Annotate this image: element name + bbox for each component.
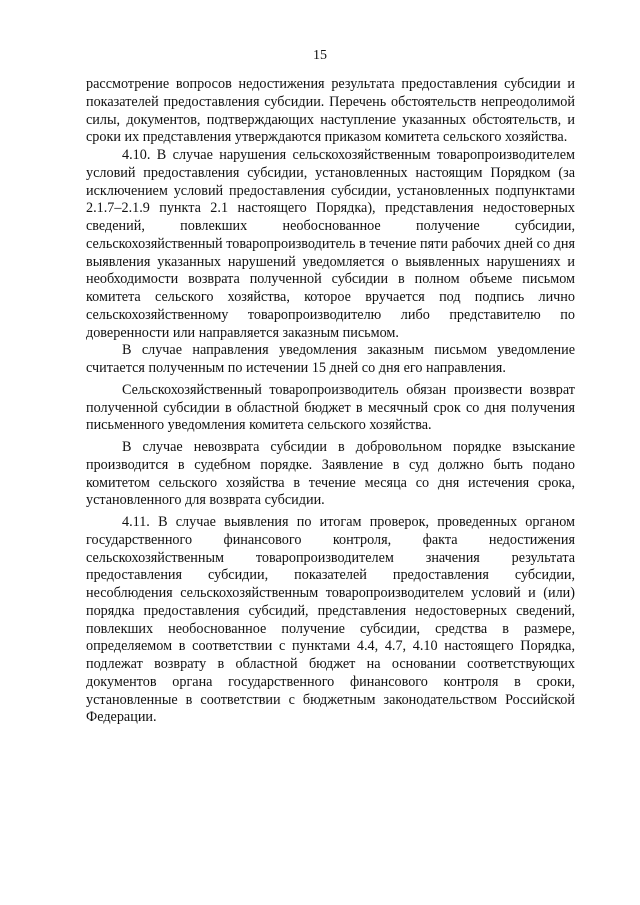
paragraph-court-recovery: В случае невозврата субсидии в добровольном порядке взыскание производится в судебном порядке. Заявление в суд должно быть подано комитетом сельского хозяйства в течение месяца со дня истечения срока, установленного для возврата субсидии. [86,439,575,509]
page-number: 15 [313,48,327,63]
paragraph-registered-letter: В случае направления уведомления заказным письмом уведомление считается полученным по истечении 15 дней со дня его направления. [86,342,575,376]
paragraph-4-10: 4.10. В случае нарушения сельскохозяйственным товаропроизводителем условий предоставления субсидии, установленных настоящим Порядком (за исключением условий предоставления субсидии, установленных подпунктами 2.1.7–2.1.9 пункта 2.1 настоящего Порядка), представления недостоверных сведений, повлекших необоснованное получение субсидии, сельскохозяйственный товаропроизводитель в течение пяти рабочих дней со дня выявления указанных нарушений уведомляется о выявленных нарушениях и необходимости возврата полученной субсидии в полном объеме письмом комитета сельского хозяйства, которое вручается под подпись лично сельскохозяйственному товаропроизводителю либо представителю по доверенности или направляется заказным письмом. [86,147,575,341]
paragraph-continuation: рассмотрение вопросов недостижения результата предоставления субсидии и показателей предоставления субсидии. Перечень обстоятельств непреодолимой силы, документов, подтверждающих наступление указанных обстоятельств, и сроки их представления утверждаются приказом комитета сельского хозяйства. [86,76,575,146]
paragraph-4-11: 4.11. В случае выявления по итогам проверок, проведенных органом государственного финансового контроля, факта недостижения сельскохозяйственным товаропроизводителем значения результата предоставления субсидии, показателей предоставления субсидии, несоблюдения сельскохозяйственным товаропроизводителем условий и (или) порядка предоставления субсидий, представления недостоверных сведений, повлекших необоснованное получение субсидии, средства в размере, определяемом в соответствии с пунктами 4.4, 4.7, 4.10 настоящего Порядка, подлежат возврату в областной бюджет на основании соответствующих документов органа государственного финансового контроля в сроки, установленные в соответствии с бюджетным законодательством Российской Федерации. [86,514,575,726]
document-body [86,76,575,727]
paragraph-refund-obligation: Сельскохозяйственный товаропроизводитель обязан произвести возврат полученной субсидии в областной бюджет в месячный срок со дня получения письменного уведомления комитета сельского хозяйства. [86,381,575,434]
